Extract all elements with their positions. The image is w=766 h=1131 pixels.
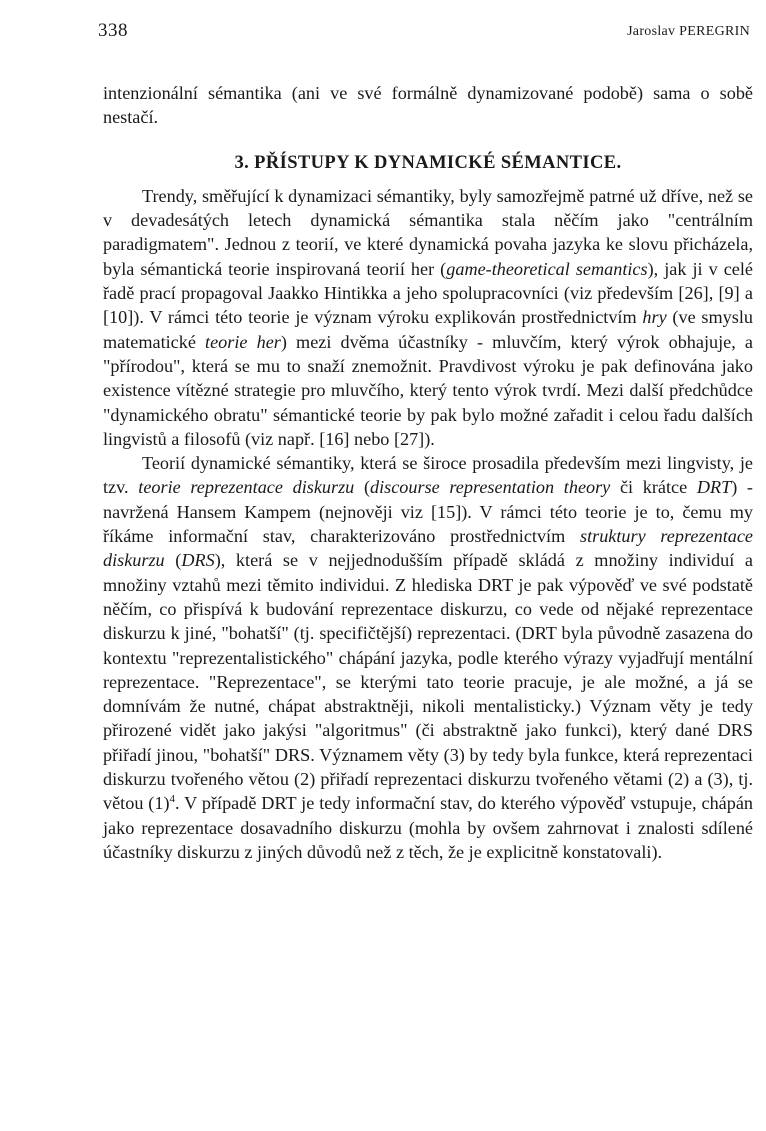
p1-text-c: (ve smyslu matematické xyxy=(103,307,753,352)
p2-term-discourse-representation: discourse representation theory xyxy=(370,477,611,498)
paragraph-drt xyxy=(103,451,753,864)
p2-text-d: ) - navržená Hansem Kampem (nejnověji viz [15]). V rámci této teorie je to, čemu my říkáme informační stav, charakterizováno prostřednictvím xyxy=(103,477,753,547)
p2-term-drt: DRT xyxy=(696,477,732,498)
page-number: 338 xyxy=(98,20,128,41)
p1-term-hry: hry xyxy=(642,307,667,328)
p2-term-teorie-reprezentace: teorie reprezentace diskurzu xyxy=(138,477,355,498)
p1-term-game-theoretical: game-theoretical semantics xyxy=(446,258,648,279)
p2-text-c: či krátce xyxy=(610,477,697,498)
body-text xyxy=(103,81,753,864)
p2-text-f: ), která se v nejjednodušším případě skládá z množiny individuí a množiny vztahů mezi těmito individui. Z hlediska DRT je pak výpověď ve své podstatě něčím, co přispívá k budování reprezentace diskurzu, co vede od nějaké reprezentace diskurzu k jiné, "bohatší" (tj. specifičtější) reprezentaci. (DRT byla původně zasazena do kontextu "reprezentalistického" chápání jazyka, podle kterého výrazy vyjadřují mentální reprezentace. "Reprezentace", se kterými tato teorie pracuje, je ale možné, a já se domnívám že nutné, chápat abstraktněji, nikoli mentalisticky.) Význam věty je tedy přirozené vidět jako jakýsi "algoritmus" (či abstraktně jako funkci), který dané DRS přiřadí jinou, "bohatší" DRS. Významem věty (3) by tedy byla funkce, která reprezentaci diskurzu tvořeného větou (2) přiřadí reprezentaci diskurzu tvořeného větami (2) a (3), tj. větou (1) xyxy=(103,550,753,814)
p1-term-teorie-her: teorie her xyxy=(205,331,281,352)
p2-text-e: ( xyxy=(164,550,182,571)
paragraph-continuation: intenzionální sémantika (ani ve své formálně dynamizované podobě) sama o sobě nestačí. xyxy=(103,83,753,128)
footnote-marker: 4 xyxy=(169,793,176,806)
p1-text-a: Trendy, směřující k dynamizaci sémantiky, byly samozřejmě patrné už dříve, než se v devadesátých letech dynamická sémantika stala něčím jako "centrálním paradigmatem". Jednou z teorií, ve které dynamická povaha jazyka ke slovu přicházela, byla sémantická teorie inspirovaná teorií her ( xyxy=(103,185,753,279)
section-heading: 3. PŘÍSTUPY K DYNAMICKÉ SÉMANTICE. xyxy=(234,152,622,173)
running-head: Jaroslav PEREGRIN xyxy=(627,24,750,39)
p1-text-b: ), jak ji v celé řadě prací propagoval Jaakko Hintikka a jeho spolupracovníci (viz především [26], [9] a [10]). V rámci této teorie je význam výroku explikován prostřednictvím xyxy=(103,258,754,328)
paragraph-game-theoretical xyxy=(103,184,753,451)
p2-term-drs: DRS xyxy=(181,550,215,571)
p2-text-g: . V případě DRT je tedy informační stav, do kterého výpověď vstupuje, chápán jako reprezentace dosavadního diskurzu (mohla by ovšem zahrnovat i znalosti sdílené účastníky diskurzu z jiných důvodů než z těch, že je explicitně konstatovali). xyxy=(103,793,753,862)
p2-text-a: Teorií dynamické sémantiky, která se široce prosadila především mezi lingvisty, je tzv. xyxy=(103,453,753,498)
p2-text-b: ( xyxy=(354,477,370,498)
p1-text-d: ) mezi dvěma účastníky - mluvčím, který výrok obhajuje, a "přírodou", která se mu to snaží znemožnit. Pravdivost výroku je pak definována jako existence vítězné strategie pro mluvčího, který tento výrok tvrdí. Mezi další předchůdce "dynamického obratu" sémantické teorie by pak bylo možné zařadit i celou řadu dalších lingvistů a filosofů (viz např. [16] nebo [27]). xyxy=(103,331,753,449)
p2-term-struktury: struktury reprezentace diskurzu xyxy=(103,526,753,571)
